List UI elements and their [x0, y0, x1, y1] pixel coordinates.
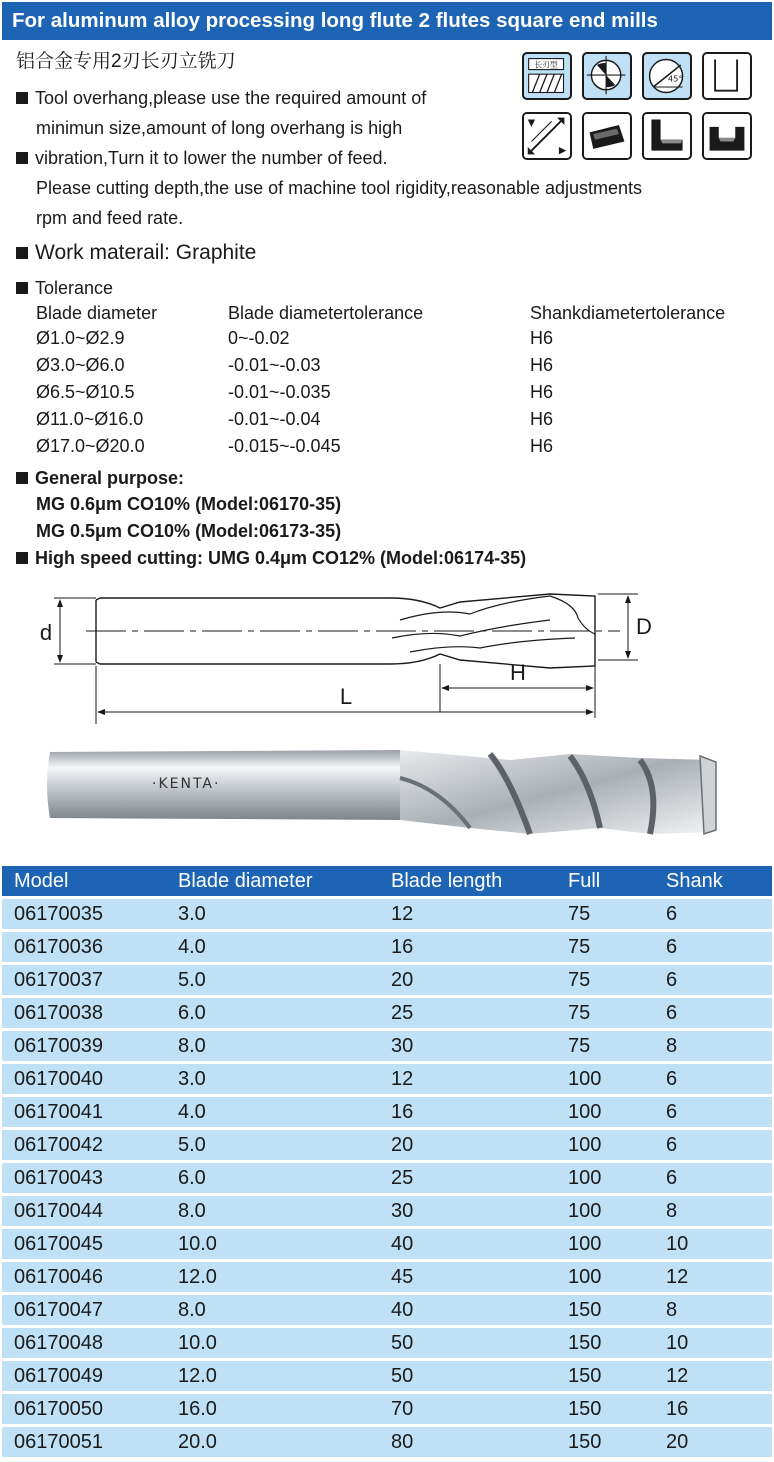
flute-body — [400, 750, 716, 834]
high-speed-cutting: High speed cutting: UMG 0.4μm CO12% (Model:06174-35) — [16, 548, 526, 568]
table-cell: 6 — [654, 931, 772, 964]
table-cell: 12 — [379, 1063, 556, 1096]
technical-drawing — [30, 578, 670, 726]
table-cell: 150 — [556, 1327, 654, 1360]
table-cell: 100 — [556, 1129, 654, 1162]
chinese-subtitle: 铝合金专用2刃长刃立铣刀 — [16, 51, 236, 72]
tolerance-cell: H6 — [530, 409, 554, 429]
table-cell: 3.0 — [166, 1063, 379, 1096]
side-milling-icon — [582, 112, 632, 160]
table-cell: 06170038 — [2, 997, 166, 1030]
table-cell: 10 — [654, 1327, 772, 1360]
table-cell: 100 — [556, 1096, 654, 1129]
bullet-square-icon — [16, 282, 28, 294]
table-row — [2, 1129, 772, 1162]
table-cell: 75 — [556, 964, 654, 997]
tolerance-cell: -0.01~-0.035 — [228, 382, 331, 402]
table-cell: 45 — [379, 1261, 556, 1294]
table-cell: 20 — [379, 1129, 556, 1162]
table-cell: 06170041 — [2, 1096, 166, 1129]
table-cell: 16 — [654, 1393, 772, 1426]
note-overhang-2: minimun size,amount of long overhang is high — [36, 118, 403, 138]
table-cell: 20 — [654, 1426, 772, 1458]
general-purpose-line-2: MG 0.5μm CO10% (Model:06173-35) — [36, 521, 342, 541]
table-cell: 8.0 — [166, 1294, 379, 1327]
table-row — [2, 1030, 772, 1063]
header-model: Model — [2, 866, 166, 898]
table-cell: 12 — [654, 1360, 772, 1393]
table-cell: 25 — [379, 997, 556, 1030]
table-cell: 100 — [556, 1228, 654, 1261]
table-cell: 80 — [379, 1426, 556, 1458]
tolerance-header-blade-tolerance: Blade diametertolerance — [228, 303, 424, 323]
table-cell: 6 — [654, 1063, 772, 1096]
table-cell: 75 — [556, 1030, 654, 1063]
table-row — [2, 1228, 772, 1261]
square-end-icon — [702, 52, 752, 100]
table-cell: 6 — [654, 1096, 772, 1129]
product-photo — [40, 738, 730, 850]
table-cell: 06170037 — [2, 964, 166, 997]
page-title: For aluminum alloy processing long flute 2 flutes square end mills — [2, 2, 772, 40]
table-cell: 75 — [556, 898, 654, 931]
table-cell: 150 — [556, 1360, 654, 1393]
table-row — [2, 964, 772, 997]
table-row — [2, 1360, 772, 1393]
table-row — [2, 1327, 772, 1360]
tolerance-header-blade-diameter: Blade diameter — [36, 303, 158, 323]
tolerance-cell: -0.01~-0.03 — [228, 355, 321, 375]
table-cell: 150 — [556, 1294, 654, 1327]
table-row — [2, 898, 772, 931]
table-cell: 10.0 — [166, 1327, 379, 1360]
table-cell: 75 — [556, 931, 654, 964]
table-cell: 70 — [379, 1393, 556, 1426]
long-flute-icon — [522, 52, 572, 100]
table-row — [2, 1294, 772, 1327]
table-cell: 06170042 — [2, 1129, 166, 1162]
two-flute-icon — [582, 52, 632, 100]
table-row — [2, 997, 772, 1030]
tolerance-header-shank-tolerance: Shankdiametertolerance — [530, 303, 726, 323]
bullet-square-icon — [16, 247, 28, 259]
table-cell: 6 — [654, 1162, 772, 1195]
table-cell: 3.0 — [166, 898, 379, 931]
table-cell: 16 — [379, 1096, 556, 1129]
table-cell: 5.0 — [166, 964, 379, 997]
spec-table-body — [2, 898, 772, 1458]
tolerance-cell: -0.015~-0.045 — [228, 436, 341, 456]
table-cell: 4.0 — [166, 931, 379, 964]
tolerance-cell: Ø11.0~Ø16.0 — [36, 409, 144, 429]
table-cell: 16 — [379, 931, 556, 964]
table-cell: 8.0 — [166, 1030, 379, 1063]
bullet-square-icon — [16, 152, 28, 164]
table-cell: 06170046 — [2, 1261, 166, 1294]
tolerance-cell: Ø6.5~Ø10.5 — [36, 382, 135, 402]
table-cell: 40 — [379, 1228, 556, 1261]
table-cell: 06170036 — [2, 931, 166, 964]
table-row — [2, 1096, 772, 1129]
table-cell: 100 — [556, 1195, 654, 1228]
note-overhang-1: Tool overhang,please use the required amount of — [16, 88, 426, 108]
table-cell: 50 — [379, 1360, 556, 1393]
header-shank: Shank — [654, 866, 772, 898]
table-cell: 10 — [654, 1228, 772, 1261]
shank-diameter-label: d — [39, 620, 53, 645]
table-row — [2, 1393, 772, 1426]
table-cell: 6 — [654, 898, 772, 931]
table-cell: 100 — [556, 1261, 654, 1294]
table-cell: 16.0 — [166, 1393, 379, 1426]
table-cell: 12.0 — [166, 1261, 379, 1294]
spec-table — [2, 866, 772, 1457]
table-cell: 6 — [654, 997, 772, 1030]
tolerance-cell: Ø3.0~Ø6.0 — [36, 355, 125, 375]
table-cell: 8 — [654, 1030, 772, 1063]
table-cell: 8 — [654, 1294, 772, 1327]
table-cell: 30 — [379, 1195, 556, 1228]
general-purpose-title: General purpose: — [16, 468, 184, 488]
table-row — [2, 1195, 772, 1228]
note-vibration-2: Please cutting depth,the use of machine tool rigidity,reasonable adjustments — [36, 178, 643, 198]
header-blade-diameter: Blade diameter — [166, 866, 379, 898]
table-cell: 06170048 — [2, 1327, 166, 1360]
table-cell: 75 — [556, 997, 654, 1030]
table-cell: 06170045 — [2, 1228, 166, 1261]
table-cell: 4.0 — [166, 1096, 379, 1129]
table-cell: 06170043 — [2, 1162, 166, 1195]
table-cell: 100 — [556, 1063, 654, 1096]
table-cell: 06170035 — [2, 898, 166, 931]
work-material: Work materail: Graphite — [16, 243, 256, 263]
table-cell: 25 — [379, 1162, 556, 1195]
tolerance-cell: Ø1.0~Ø2.9 — [36, 328, 125, 348]
tolerance-cell: -0.01~-0.04 — [228, 409, 321, 429]
helix-45-icon — [642, 52, 692, 100]
table-cell: 12 — [379, 898, 556, 931]
table-cell: 06170049 — [2, 1360, 166, 1393]
table-cell: 150 — [556, 1426, 654, 1458]
table-cell: 06170044 — [2, 1195, 166, 1228]
spec-table-header — [2, 866, 772, 898]
table-row — [2, 1162, 772, 1195]
tolerance-cell: H6 — [530, 328, 554, 348]
table-cell: 40 — [379, 1294, 556, 1327]
bullet-square-icon — [16, 472, 28, 484]
long-flute-icon-label: 长刃型 — [534, 60, 558, 70]
shank-body — [47, 750, 400, 820]
table-cell: 06170039 — [2, 1030, 166, 1063]
ramping-icon — [522, 112, 572, 160]
table-cell: 6 — [654, 964, 772, 997]
header-blade-length: Blade length — [379, 866, 556, 898]
slotting-icon — [702, 112, 752, 160]
general-purpose-line-1: MG 0.6μm CO10% (Model:06170-35) — [36, 494, 342, 514]
header-full: Full — [556, 866, 654, 898]
table-cell: 6.0 — [166, 1162, 379, 1195]
table-cell: 6.0 — [166, 997, 379, 1030]
table-cell: 06170051 — [2, 1426, 166, 1458]
tolerance-cell: Ø17.0~Ø20.0 — [36, 436, 145, 456]
bullet-square-icon — [16, 92, 28, 104]
table-row — [2, 1426, 772, 1458]
table-row — [2, 1063, 772, 1096]
table-cell: 150 — [556, 1393, 654, 1426]
note-vibration-1: vibration,Turn it to lower the number of feed. — [16, 148, 388, 168]
table-cell: 8.0 — [166, 1195, 379, 1228]
table-cell: 100 — [556, 1162, 654, 1195]
feature-icons — [520, 50, 752, 162]
table-cell: 8 — [654, 1195, 772, 1228]
brand-logo-text: ·KENTA· — [152, 776, 221, 792]
shoulder-milling-icon — [642, 112, 692, 160]
table-row — [2, 1261, 772, 1294]
table-cell: 06170047 — [2, 1294, 166, 1327]
table-cell: 20.0 — [166, 1426, 379, 1458]
table-cell: 06170050 — [2, 1393, 166, 1426]
helix-45-icon-label: 45° — [667, 73, 683, 84]
table-row — [2, 931, 772, 964]
note-vibration-3: rpm and feed rate. — [36, 208, 184, 228]
table-cell: 6 — [654, 1129, 772, 1162]
tolerance-cell: H6 — [530, 355, 554, 375]
table-cell: 20 — [379, 964, 556, 997]
tolerance-title: Tolerance — [16, 278, 113, 298]
table-cell: 12 — [654, 1261, 772, 1294]
full-length-label: L — [339, 684, 353, 709]
table-cell: 12.0 — [166, 1360, 379, 1393]
bullet-square-icon — [16, 552, 28, 564]
tolerance-cell: H6 — [530, 436, 554, 456]
table-cell: 5.0 — [166, 1129, 379, 1162]
table-cell: 30 — [379, 1030, 556, 1063]
tolerance-cell: H6 — [530, 382, 554, 402]
table-cell: 06170040 — [2, 1063, 166, 1096]
table-cell: 10.0 — [166, 1228, 379, 1261]
table-cell: 50 — [379, 1327, 556, 1360]
tolerance-cell: 0~-0.02 — [228, 328, 290, 348]
blade-length-label: H — [510, 660, 526, 685]
blade-diameter-label: D — [636, 614, 652, 639]
